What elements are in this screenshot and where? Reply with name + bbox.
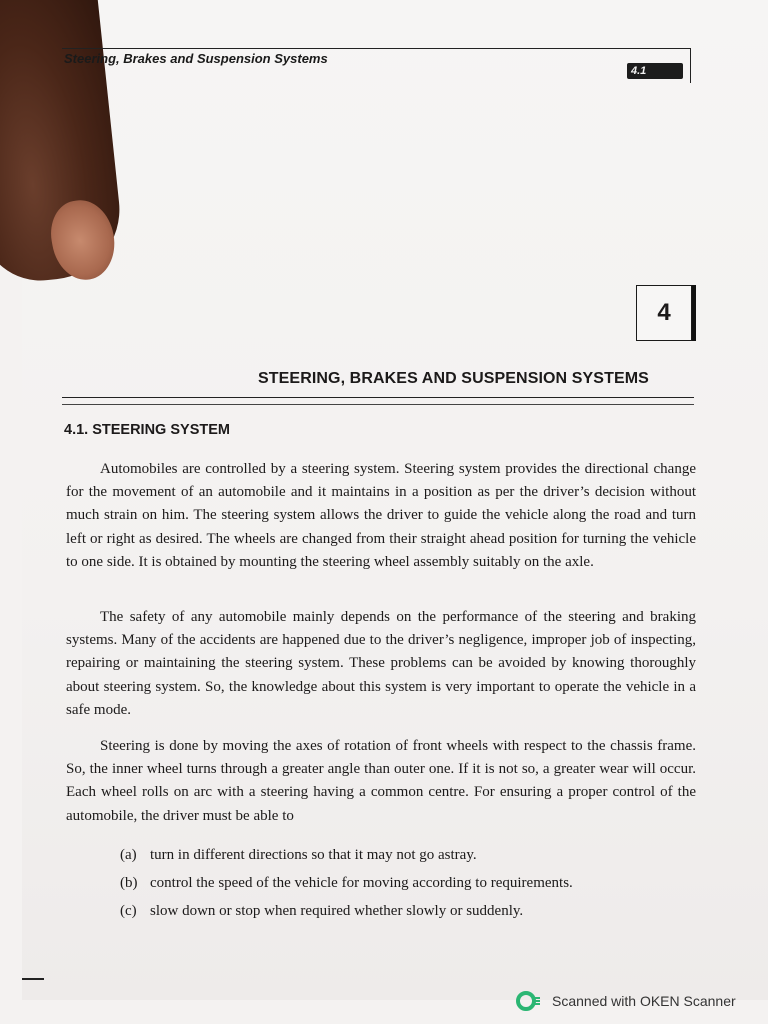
list-item: [120, 897, 680, 925]
section-heading: 4.1. STEERING SYSTEM: [64, 422, 230, 438]
requirements-list: [120, 841, 680, 925]
running-header: [62, 48, 691, 83]
list-marker: (c): [120, 903, 137, 919]
paragraph: Steering is done by moving the axes of rotation of front wheels with respect to the chassis frame. So, the inner wheel turns through a greater angle than outer one. If it is not so, a greater wear will occur. Each wheel rolls on arc with a steering having a common centre. For ensuring a proper control of the automobile, the driver must be able to: [66, 738, 696, 824]
list-item: [120, 841, 680, 869]
list-marker: (a): [120, 847, 137, 863]
list-item-text: turn in different directions so that it may not go astray.: [150, 847, 477, 863]
title-rule-bottom: [62, 404, 694, 405]
list-marker: (b): [120, 875, 138, 891]
page-edge-mark: [22, 978, 44, 980]
list-item: [120, 869, 680, 897]
page-number-badge: 4.1: [627, 63, 683, 79]
running-title: Steering, Brakes and Suspension Systems: [64, 51, 328, 66]
paragraph: The safety of any automobile mainly depends on the performance of the steering and braking systems. Many of the accidents are happened due to the driver’s negligence, improper job of inspecting, repairing or maintaining the steering system. These problems can be avoided by knowing thoroughly about steering system. So, the knowledge about this system is very important to operate the vehicle in a safe mode.: [66, 609, 696, 718]
oken-scanner-logo-icon: [516, 990, 542, 1012]
scanner-watermark: [516, 990, 736, 1012]
paragraph: Automobiles are controlled by a steering system. Steering system provides the directional change for the movement of an automobile and it maintains in a position as per the driver’s decision without much strain on him. The steering system allows the driver to guide the vehicle along the road and turn left or right as desired. The wheels are changed from their straight ahead position for turning the vehicle to one side. It is obtained by mounting the steering wheel assembly suitably on the axle.: [66, 461, 696, 570]
scanner-watermark-text: Scanned with OKEN Scanner: [552, 993, 736, 1009]
chapter-number-box: 4: [636, 285, 692, 341]
finger-photo: [0, 0, 125, 290]
list-item-text: slow down or stop when required whether slowly or suddenly.: [150, 903, 524, 919]
chapter-title: STEERING, BRAKES AND SUSPENSION SYSTEMS: [258, 370, 649, 387]
title-rule-top: [62, 397, 694, 398]
list-item-text: control the speed of the vehicle for moving according to requirements.: [150, 875, 573, 891]
